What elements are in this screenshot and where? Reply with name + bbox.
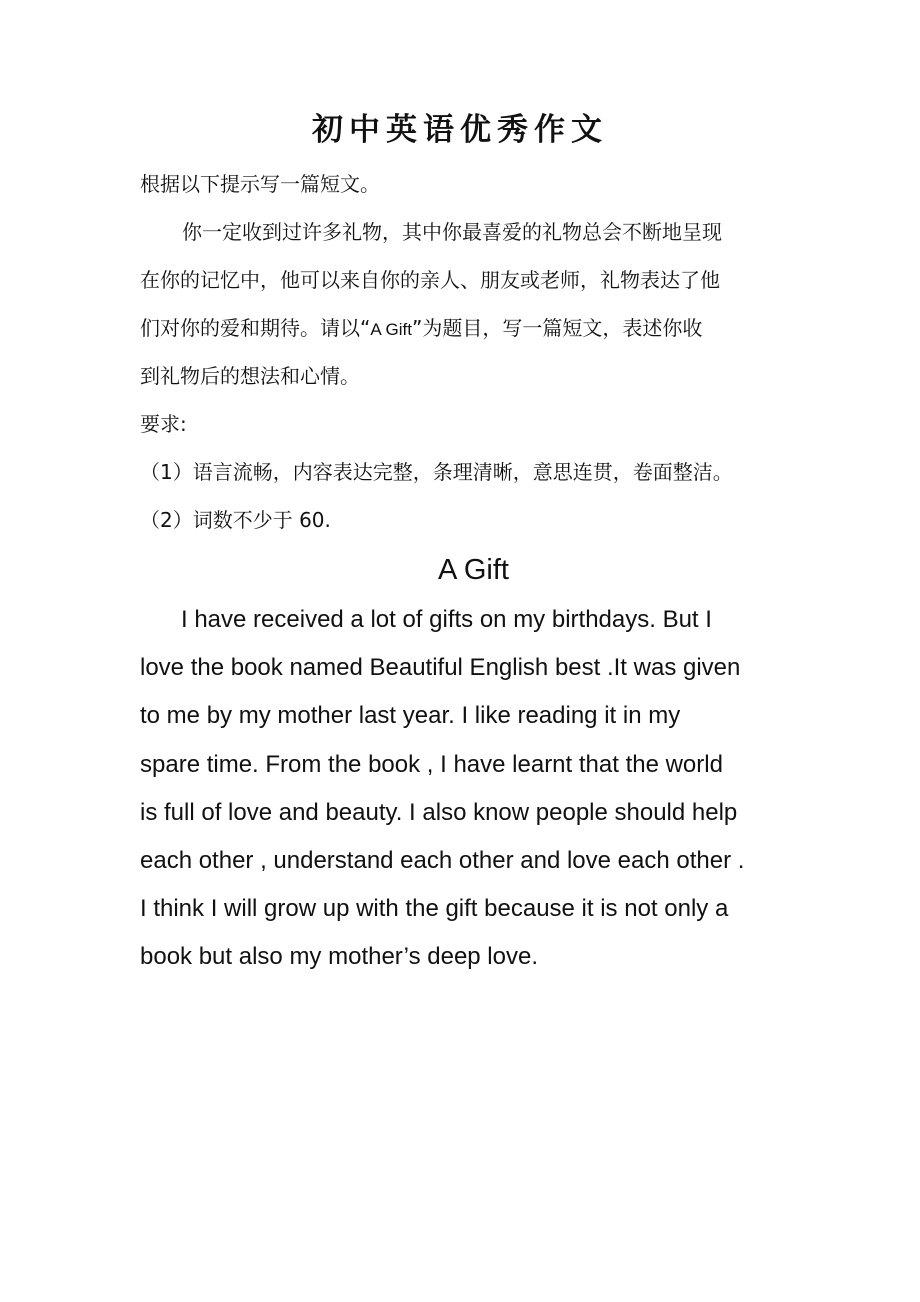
essay-line-5: is full of love and beauty. I also know people should help	[140, 798, 738, 826]
prompt-line-3	[140, 304, 800, 354]
prompt-line-3-part-b: ”为题目，写一篇短文，表述你收	[411, 316, 703, 340]
essay-line-8: book but also my mother’s deep love.	[140, 943, 539, 971]
requirements-label: 要求:	[140, 412, 187, 436]
essay-line-2: love the book named Beautiful English best .It was given	[140, 654, 741, 682]
essay-line-6: each other , understand each other and love each other .	[140, 847, 745, 875]
prompt-line-4: 到礼物后的想法和心情。	[140, 364, 360, 388]
essay-line-3: to me by my mother last year. I like reading it in my	[140, 702, 681, 730]
requirement-1: （1）语言流畅，内容表达完整，条理清晰，意思连贯，卷面整洁。	[140, 460, 733, 484]
essay-line-7: I think I will grow up with the gift because it is not only a	[140, 895, 729, 923]
essay-line-4: spare time. From the book , I have learnt that the world	[140, 750, 723, 778]
prompt-essay-title: A Gift	[370, 320, 412, 339]
page-title: 初中英语优秀作文	[312, 112, 608, 148]
essay-line-1: I have received a lot of gifts on my birthdays. But I	[181, 606, 712, 633]
prompt-line-2: 在你的记忆中，他可以来自你的亲人、朋友或老师，礼物表达了他	[140, 268, 720, 292]
prompt-line-1: 你一定收到过许多礼物，其中你最喜爱的礼物总会不断地呈现	[182, 220, 722, 244]
essay-body	[140, 596, 800, 982]
instruction-intro: 根据以下提示写一篇短文。	[140, 172, 380, 196]
prompt-line-3-part-a: 们对你的爱和期待。请以“	[140, 316, 371, 340]
requirement-2: （2）词数不少于 60.	[140, 508, 331, 532]
essay-title: A Gift	[438, 554, 509, 586]
